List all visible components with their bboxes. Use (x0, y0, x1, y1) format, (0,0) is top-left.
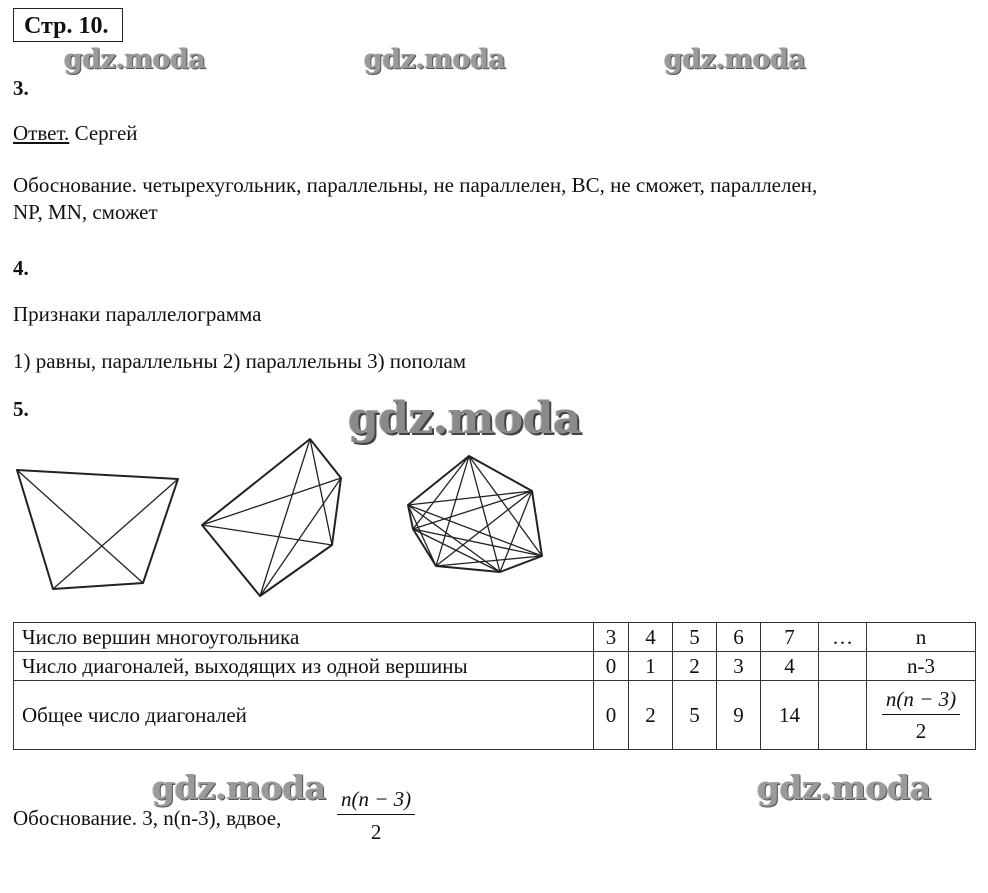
fraction-numerator: n(n − 3) (337, 786, 415, 815)
row-label: Число вершин многоугольника (14, 623, 594, 652)
page-label: Стр. 10. (13, 8, 123, 42)
answer-label: Ответ. (13, 121, 70, 145)
table-cell: 2 (673, 652, 717, 681)
table-row (14, 681, 976, 750)
task-5-number: 5. (13, 397, 29, 421)
justification-formula (337, 786, 415, 845)
table-cell: 9 (717, 681, 761, 750)
polygon-figures (0, 430, 600, 610)
watermark: gdz.moda (152, 768, 326, 807)
row-label: Число диагоналей, выходящих из одной вершины (14, 652, 594, 681)
table-cell: 1 (629, 652, 673, 681)
task-3-justification-line-1: Обоснование. четырехугольник, параллельны, не параллелен, BC, не сможет, параллелен, (13, 173, 818, 197)
formula-cell (867, 681, 976, 750)
table-cell: n (867, 623, 976, 652)
table-row (14, 623, 976, 652)
watermark: gdz.moda (348, 393, 582, 444)
watermark: gdz.moda (664, 44, 806, 75)
fraction-formula (337, 786, 415, 845)
task-4-answer: 1) равны, параллельны 2) параллельны 3) пополам (13, 349, 467, 373)
table-cell: 4 (629, 623, 673, 652)
fraction-denominator: 2 (915, 718, 927, 743)
task-3-number: 3. (13, 76, 29, 100)
table-cell: 0 (594, 681, 629, 750)
table-cell: 4 (761, 652, 819, 681)
table-cell: 2 (629, 681, 673, 750)
fraction-formula (882, 687, 960, 744)
quadrilateral-figure (17, 470, 178, 589)
watermark: gdz.moda (364, 44, 506, 75)
task-4-number: 4. (13, 256, 29, 280)
table-cell: 3 (594, 623, 629, 652)
pentagon-figure (202, 439, 341, 596)
task-3-justification-line-2: NP, MN, сможет (13, 200, 158, 224)
task-4-heading: Признаки параллелограмма (13, 302, 262, 326)
table-cell: 6 (717, 623, 761, 652)
table-cell: 0 (594, 652, 629, 681)
table-cell: 5 (673, 681, 717, 750)
watermark: gdz.moda (64, 44, 206, 75)
table-cell: n-3 (867, 652, 976, 681)
table-cell (819, 652, 867, 681)
task-3-answer (13, 120, 138, 146)
row-label: Общее число диагоналей (14, 681, 594, 750)
fraction-denominator: 2 (370, 820, 382, 844)
answer-value: Сергей (74, 121, 138, 145)
watermark: gdz.moda (757, 768, 931, 807)
table-row (14, 652, 976, 681)
fraction-numerator: n(n − 3) (882, 687, 960, 715)
table-cell: 5 (673, 623, 717, 652)
diagonals-table (13, 622, 976, 750)
table-cell: 3 (717, 652, 761, 681)
task-5-justification: Обоснование. 3, n(n-3), вдвое, (13, 806, 282, 830)
table-cell: … (819, 623, 867, 652)
table-cell: 14 (761, 681, 819, 750)
table-cell: 7 (761, 623, 819, 652)
heptagon-figure (408, 456, 542, 572)
table-cell (819, 681, 867, 750)
